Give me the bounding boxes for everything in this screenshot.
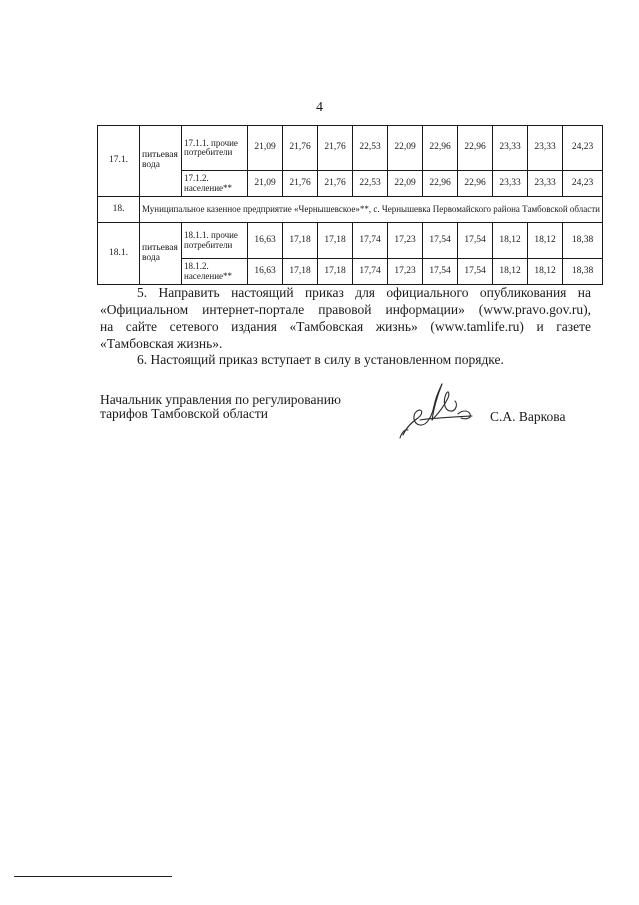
tariff-value: 21,09 <box>248 171 283 197</box>
consumer-category: 18.1.1. прочие потребители <box>182 223 248 259</box>
tariff-value: 21,76 <box>283 126 318 171</box>
paragraph-line: «Официальном интернет-портале правовой информации» (www.pravo.gov.ru), <box>100 302 591 317</box>
tariff-value: 18,38 <box>563 259 603 285</box>
signatory-title-line: Начальник управления по регулированию <box>100 392 342 407</box>
tariff-value: 18,12 <box>528 259 563 285</box>
tariff-value: 22,09 <box>388 126 423 171</box>
tariff-value: 17,18 <box>283 259 318 285</box>
service-name: питьевая вода <box>140 223 182 285</box>
tariff-value: 24,23 <box>563 171 603 197</box>
tariff-value: 22,96 <box>423 126 458 171</box>
tariff-value: 17,54 <box>458 223 493 259</box>
tariff-table <box>97 125 603 285</box>
table-row <box>98 126 603 171</box>
tariff-value: 22,53 <box>353 171 388 197</box>
consumer-category: 17.1.2. население** <box>182 171 248 197</box>
table-row <box>98 223 603 259</box>
tariff-value: 18,12 <box>493 259 528 285</box>
tariff-value: 17,74 <box>353 259 388 285</box>
row-number: 17.1. <box>98 126 140 197</box>
tariff-value: 22,96 <box>458 171 493 197</box>
organization-name: Муниципальное казенное предприятие «Чернышевское»**, с. Чернышевка Первомайского района Тамбовской области <box>140 197 603 223</box>
tariff-value: 21,76 <box>318 126 353 171</box>
bottom-rule <box>14 876 172 877</box>
tariff-value: 23,33 <box>528 171 563 197</box>
handwritten-signature <box>398 380 484 442</box>
tariff-value: 16,63 <box>248 259 283 285</box>
paragraph-5 <box>100 284 591 352</box>
tariff-value: 17,18 <box>283 223 318 259</box>
tariff-value: 23,33 <box>493 171 528 197</box>
tariff-value: 22,09 <box>388 171 423 197</box>
paragraph-line: 6. Настоящий приказ вступает в силу в установленном порядке. <box>137 352 504 367</box>
tariff-value: 22,53 <box>353 126 388 171</box>
tariff-value: 22,96 <box>423 171 458 197</box>
consumer-category: 17.1.1. прочие потребители <box>182 126 248 171</box>
tariff-value: 17,23 <box>388 259 423 285</box>
signatory-title-line: тарифов Тамбовской области <box>100 406 268 421</box>
tariff-value: 24,23 <box>563 126 603 171</box>
table-row <box>98 197 603 223</box>
tariff-value: 22,96 <box>458 126 493 171</box>
tariff-value: 17,18 <box>318 259 353 285</box>
tariff-value: 17,74 <box>353 223 388 259</box>
tariff-value: 23,33 <box>493 126 528 171</box>
row-number: 18.1. <box>98 223 140 285</box>
tariff-value: 21,09 <box>248 126 283 171</box>
signatory-name: С.А. Варкова <box>490 409 566 424</box>
tariff-value: 17,23 <box>388 223 423 259</box>
tariff-value: 17,18 <box>318 223 353 259</box>
page-number: 4 <box>316 100 323 115</box>
tariff-value: 21,76 <box>318 171 353 197</box>
tariff-value: 17,54 <box>423 223 458 259</box>
tariff-value: 18,12 <box>493 223 528 259</box>
tariff-value: 16,63 <box>248 223 283 259</box>
tariff-value: 17,54 <box>423 259 458 285</box>
consumer-category: 18.1.2. население** <box>182 259 248 285</box>
tariff-value: 18,12 <box>528 223 563 259</box>
paragraph-line: на сайте сетевого издания «Тамбовская жизнь» (www.tamlife.ru) и газете <box>100 319 591 334</box>
service-name: питьевая вода <box>140 126 182 197</box>
tariff-value: 23,33 <box>528 126 563 171</box>
paragraph-line: 5. Направить настоящий приказ для официального опубликования на <box>137 285 591 300</box>
paragraph-6 <box>100 351 591 368</box>
signatory-title <box>100 393 341 421</box>
tariff-value: 17,54 <box>458 259 493 285</box>
tariff-value: 18,38 <box>563 223 603 259</box>
tariff-value: 21,76 <box>283 171 318 197</box>
row-number: 18. <box>98 197 140 223</box>
paragraph-line: «Тамбовская жизнь». <box>100 336 223 351</box>
